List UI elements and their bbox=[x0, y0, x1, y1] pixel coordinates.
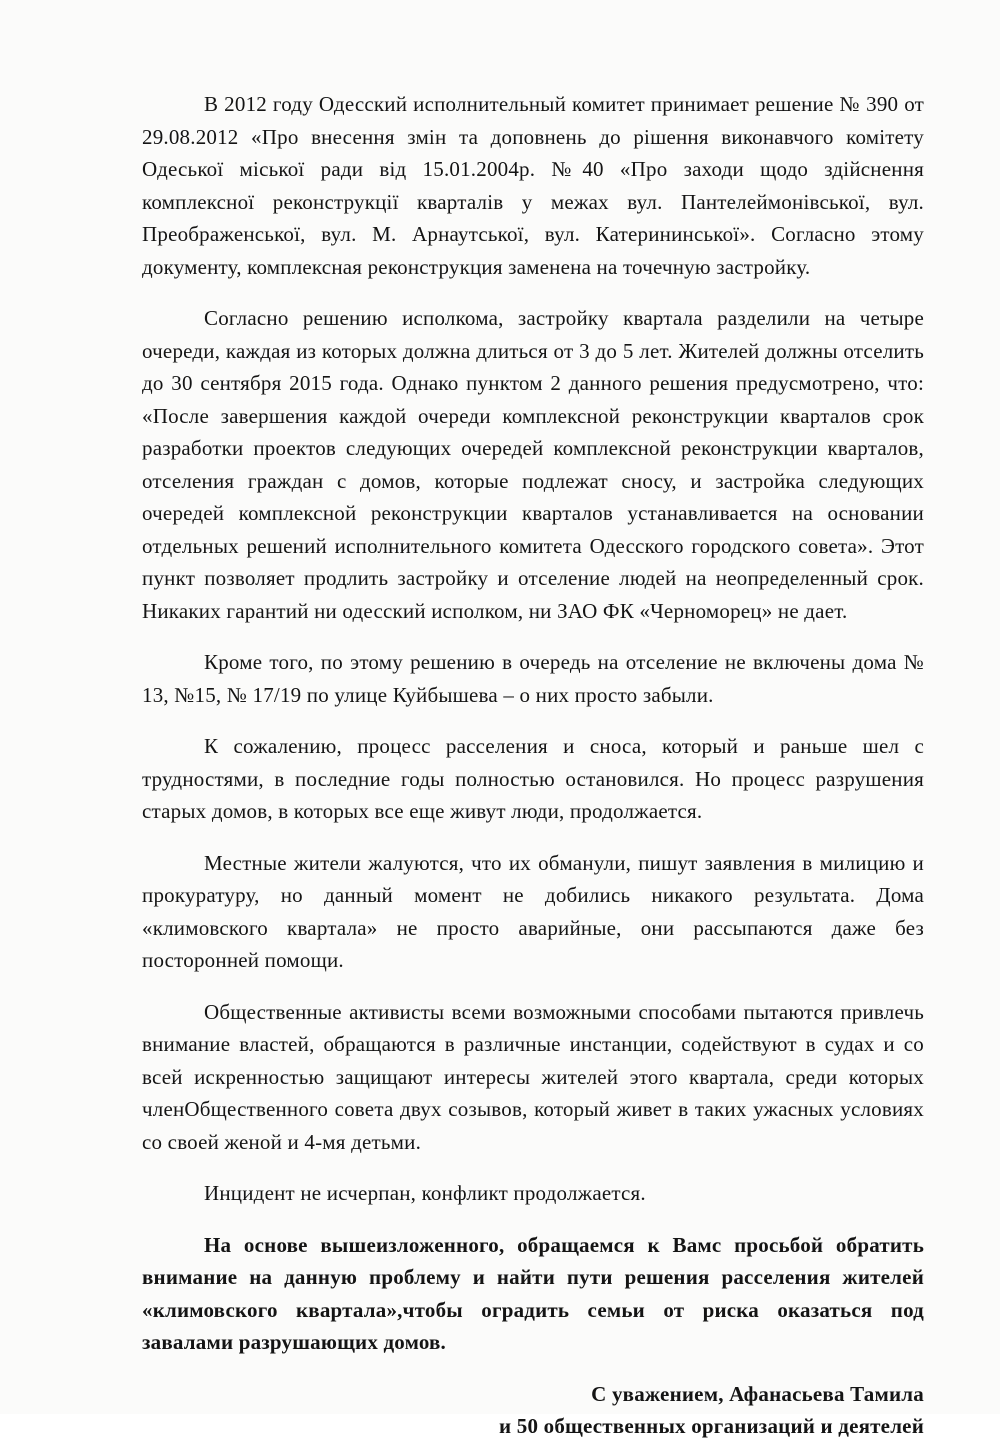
paragraph-residents-complaints: Местные жители жалуются, что их обманули, пишут заявления в милицию и прокуратуру, но данный момент не добились никакого результата. Дома «климовского квартала» не просто аварийные, они рассыпаются даже без посторонней помощи. bbox=[142, 850, 924, 972]
paragraph-decision-2012: В 2012 году Одесский исполнительный комитет принимает решение № 390 от 29.08.2012 «Про внесення змін та доповнень до рішення виконавчого комітету Одеської міської ради від 15.01.2004р. №40 «Про заходи щодо здійснення комплексної реконструкції кварталів у межах вул. Пантелеймонівської, вул. Преображенської, вул. М. Арнаутської, вул. Катерининської». Согласно этому документу, комплексная реконструкция заменена на точечную застройку. bbox=[142, 92, 924, 279]
paragraph-four-stages: Согласно решению исполкома, застройку квартала разделили на четыре очереди, каждая из которых должна длиться от 3 до 5 лет. Жителей должны отселить до 30 сентября 2015 года. Однако пунктом 2 данного решения предусмотрено, что: «После завершения каждой очереди комплексной реконструкции кварталов срок разработки проектов следующих очередей комплексной реконструкции кварталов, отселения граждан с домов, которые подлежат сносу, и застройка следующих очередей комплексной реконструкции кварталов устанавливается на основании отдельных решений исполнительного комитета Одесского городского совета». Этот пункт позволяет продлить застройку и отселение людей на неопределенный срок. Никаких гарантий ни одесский исполком, ни ЗАО ФК «Черноморец» не дает. bbox=[142, 306, 924, 623]
signature-organizations: и 50 общественных организаций и деятелей bbox=[499, 1414, 924, 1438]
letter-body bbox=[142, 88, 924, 1443]
paragraph-activists: Общественные активисты всеми возможными способами пытаются привлечь внимание властей, обращаются в различные инстанции, содействуют в судах и со всей искренностью защищают интересы жителей этого квартала, среди которых членОбщественного совета двух созывов, который живет в таких ужасных условиях со своей женой и 4-мя детьми. bbox=[142, 999, 924, 1154]
paragraph-process-stopped: К сожалению, процесс расселения и сноса, который и раньше шел с трудностями, в последние годы полностью остановился. Но процесс разрушения старых домов, в которых все еще живут люди, продолжается. bbox=[142, 734, 924, 823]
signature-block bbox=[142, 1378, 924, 1443]
signature-author: С уважением, Афанасьева Тамила bbox=[591, 1381, 924, 1406]
paragraph-appeal: На основе вышеизложенного, обращаемся к Вамс просьбой обратить внимание на данную проблему и найти пути решения расселения жителей «климовского квартала»,чтобы оградить семьи от риска оказаться под завалами разрушающих домов. bbox=[142, 1232, 924, 1354]
paragraph-excluded-houses: Кроме того, по этому решению в очередь на отселение не включены дома № 13, №15, № 17/19 по улице Куйбышева – о них просто забыли. bbox=[142, 650, 924, 707]
paragraph-incident: Инцидент не исчерпан, конфликт продолжается. bbox=[204, 1181, 646, 1205]
